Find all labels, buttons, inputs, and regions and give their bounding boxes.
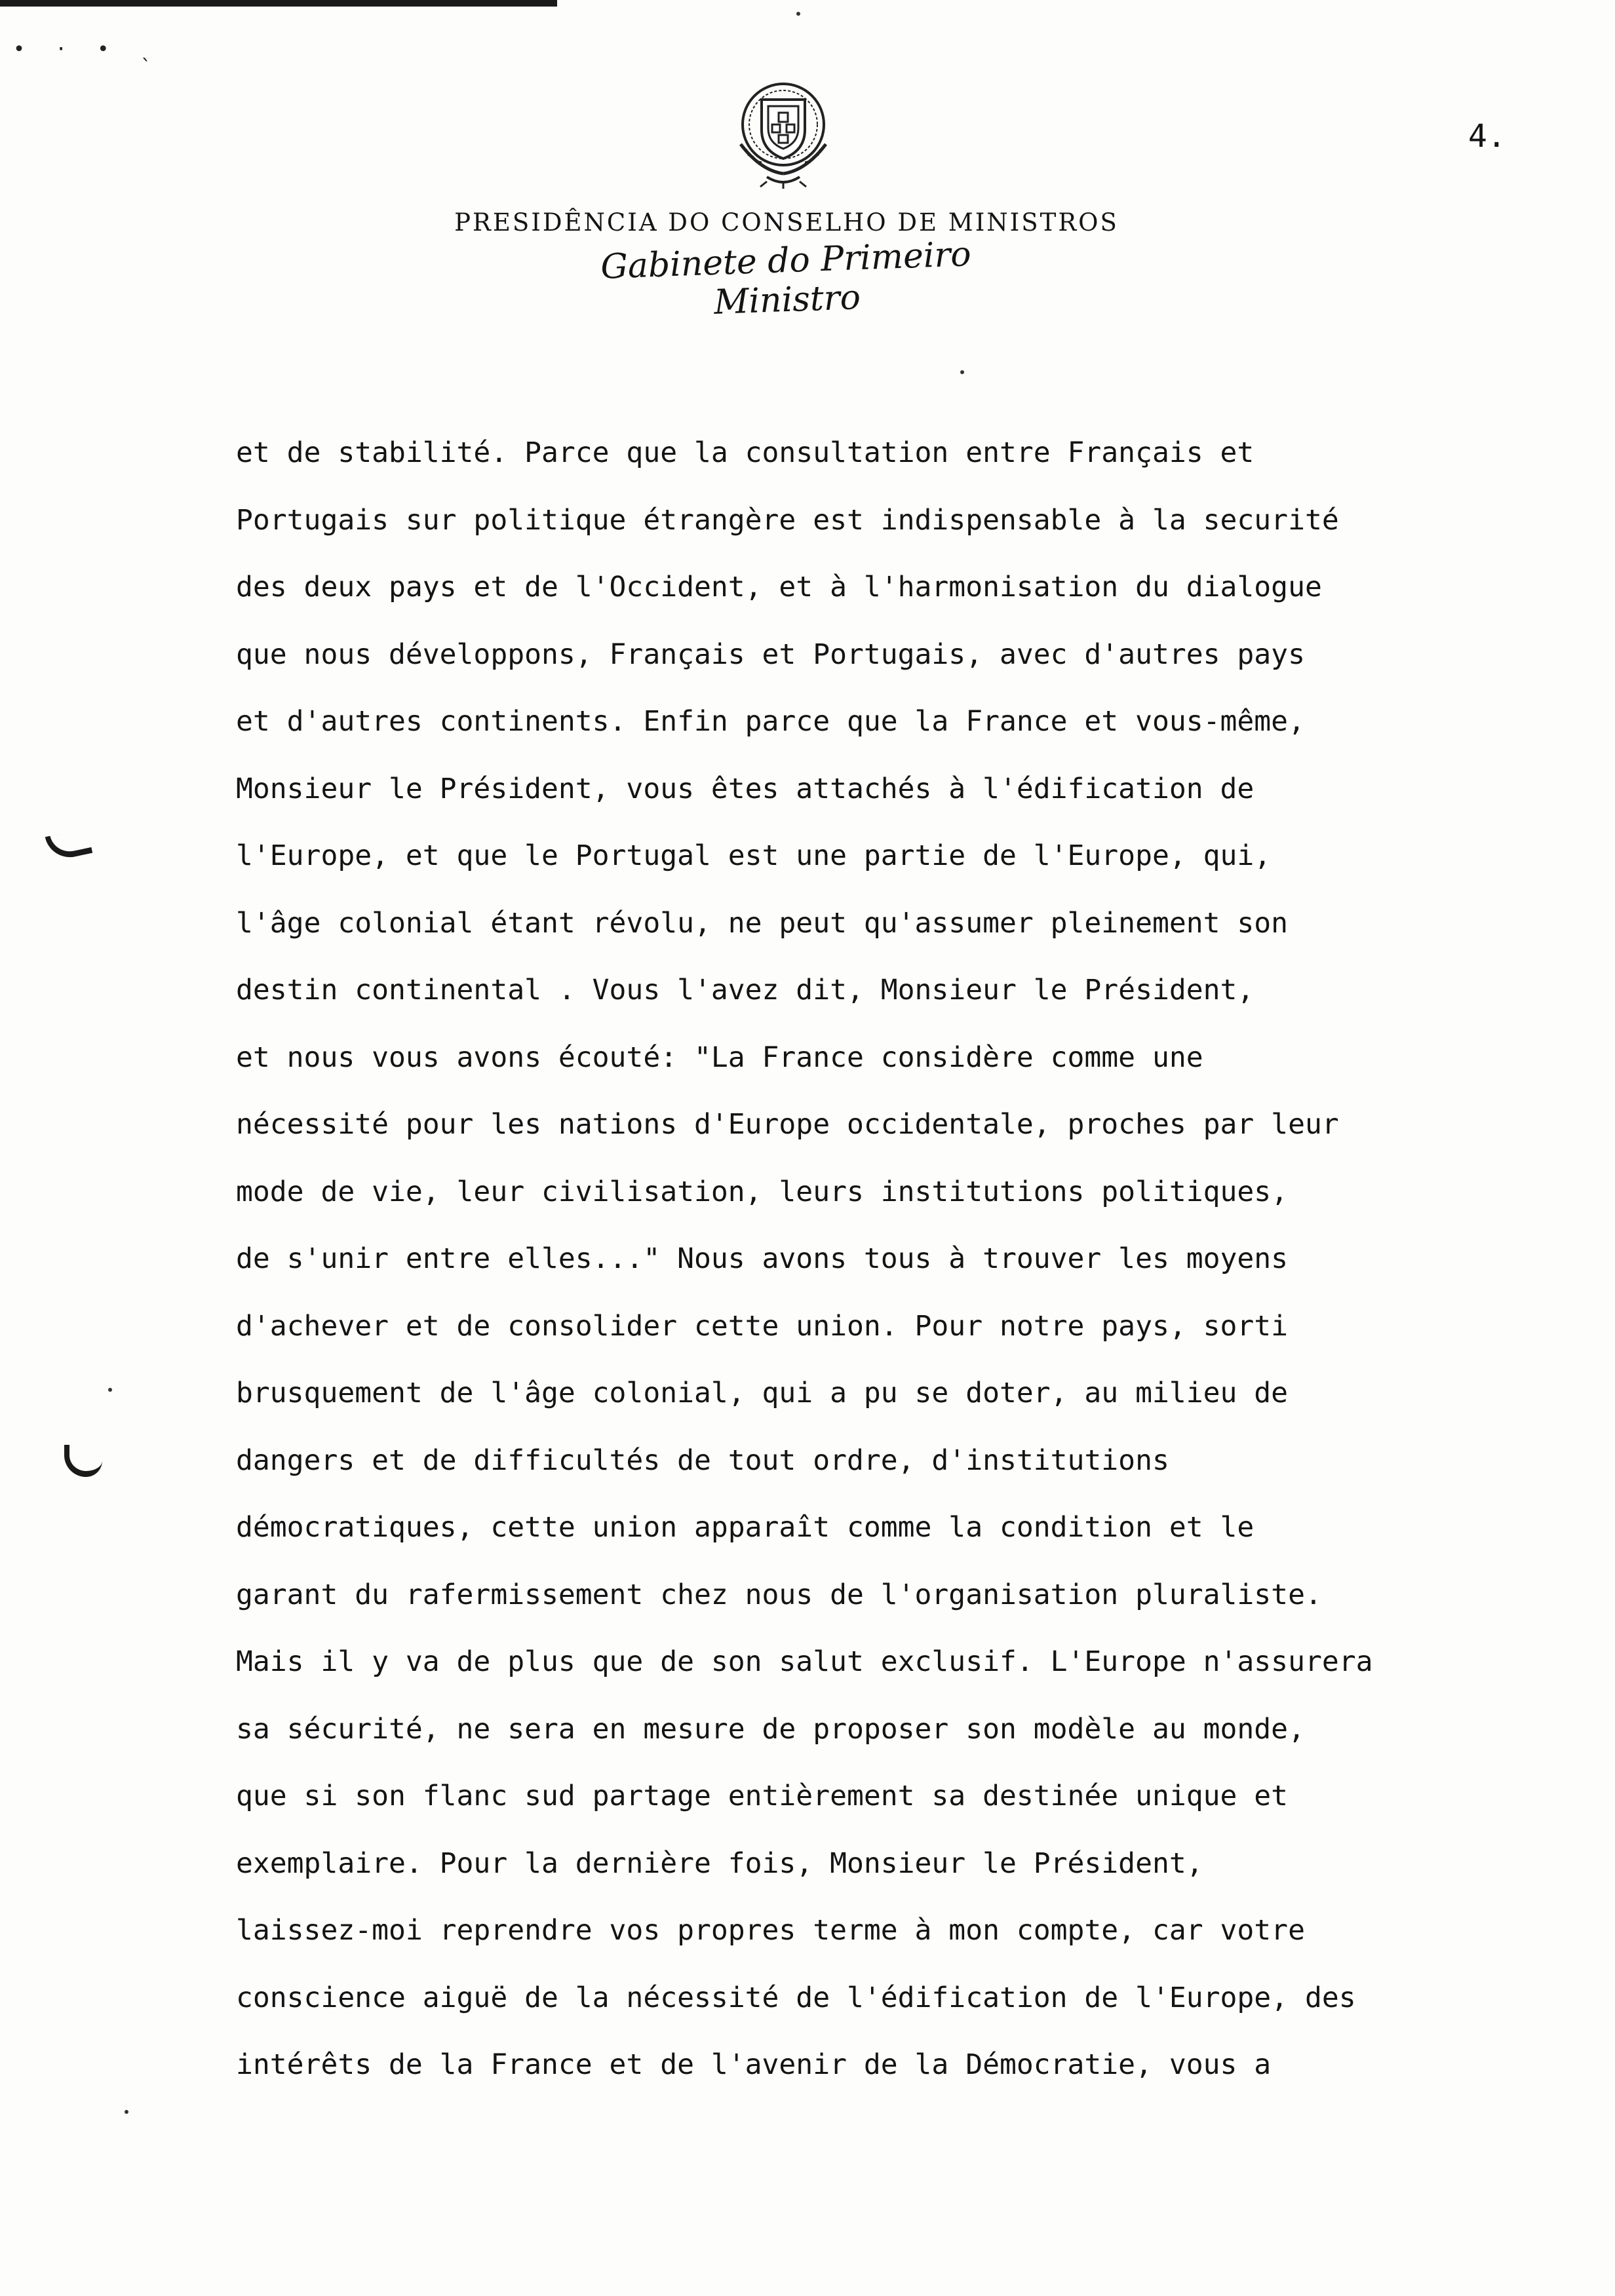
text-line: intérêts de la France et de l'avenir de la Démocratie, vous a bbox=[236, 2048, 1272, 2081]
text-line: d'achever et de consolider cette union. Pour notre pays, sorti bbox=[236, 1309, 1289, 1343]
scan-dot bbox=[960, 370, 964, 374]
scan-specks: • · • ˎ bbox=[13, 38, 161, 61]
text-line: Portugais sur politique étrangère est indispensable à la securité bbox=[236, 503, 1339, 537]
binder-hole-mark bbox=[64, 1445, 102, 1477]
binder-hole-mark bbox=[45, 828, 93, 862]
scan-edge-bar bbox=[0, 0, 557, 7]
text-line: mode de vie, leur civilisation, leurs institutions politiques, bbox=[236, 1175, 1289, 1208]
scan-dot bbox=[796, 12, 800, 16]
text-line: conscience aiguë de la nécessité de l'édification de l'Europe, des bbox=[236, 1981, 1356, 2014]
text-line: dangers et de difficultés de tout ordre, d'institutions bbox=[236, 1444, 1169, 1477]
text-line: Mais il y va de plus que de son salut exclusif. L'Europe n'assurera bbox=[236, 1645, 1373, 1678]
text-line: démocratiques, cette union apparaît comme la condition et le bbox=[236, 1511, 1255, 1544]
text-line: de s'unir entre elles..." Nous avons tous à trouver les moyens bbox=[236, 1242, 1289, 1275]
scan-dot bbox=[108, 1388, 112, 1392]
text-line: destin continental . Vous l'avez dit, Monsieur le Président, bbox=[236, 974, 1255, 1006]
text-line: exemplaire. Pour la dernière fois, Monsieur le Président, bbox=[236, 1846, 1203, 1880]
organization-heading: PRESIDÊNCIA DO CONSELHO DE MINISTROS bbox=[454, 208, 1119, 237]
letter-body bbox=[236, 419, 1586, 2099]
text-line: l'âge colonial étant révolu, ne peut qu'assumer pleinement son bbox=[236, 906, 1289, 940]
text-line: brusquement de l'âge colonial, qui a pu se doter, au milieu de bbox=[236, 1377, 1289, 1409]
coat-of-arms-icon bbox=[721, 72, 846, 197]
office-subheading: Gabinete do Primeiro Ministro bbox=[600, 235, 972, 322]
text-line: laissez-moi reprendre vos propres terme à mon compte, car votre bbox=[236, 1914, 1305, 1947]
text-line: l'Europe, et que le Portugal est une partie de l'Europe, qui, bbox=[236, 839, 1272, 872]
text-line: sa sécurité, ne sera en mesure de proposer son modèle au monde, bbox=[236, 1712, 1305, 1746]
text-line: et de stabilité. Parce que la consultation entre Français et bbox=[236, 436, 1255, 469]
text-line: Monsieur le Président, vous êtes attachés à l'édification de bbox=[236, 772, 1255, 805]
page-number: 4. bbox=[1468, 118, 1506, 155]
scan-dot bbox=[125, 2110, 128, 2114]
text-line: que si son flanc sud partage entièrement sa destinée unique et bbox=[236, 1780, 1289, 1812]
text-line: des deux pays et de l'Occident, et à l'harmonisation du dialogue bbox=[236, 571, 1322, 603]
text-line: que nous développons, Français et Portugais, avec d'autres pays bbox=[236, 638, 1305, 671]
text-line: garant du rafermissement chez nous de l'organisation pluraliste. bbox=[236, 1578, 1322, 1611]
text-line: et d'autres continents. Enfin parce que la France et vous-même, bbox=[236, 705, 1305, 738]
text-line: et nous vous avons écouté: "La France considère comme une bbox=[236, 1041, 1203, 1074]
text-line: nécessité pour les nations d'Europe occidentale, proches par leur bbox=[236, 1108, 1339, 1141]
